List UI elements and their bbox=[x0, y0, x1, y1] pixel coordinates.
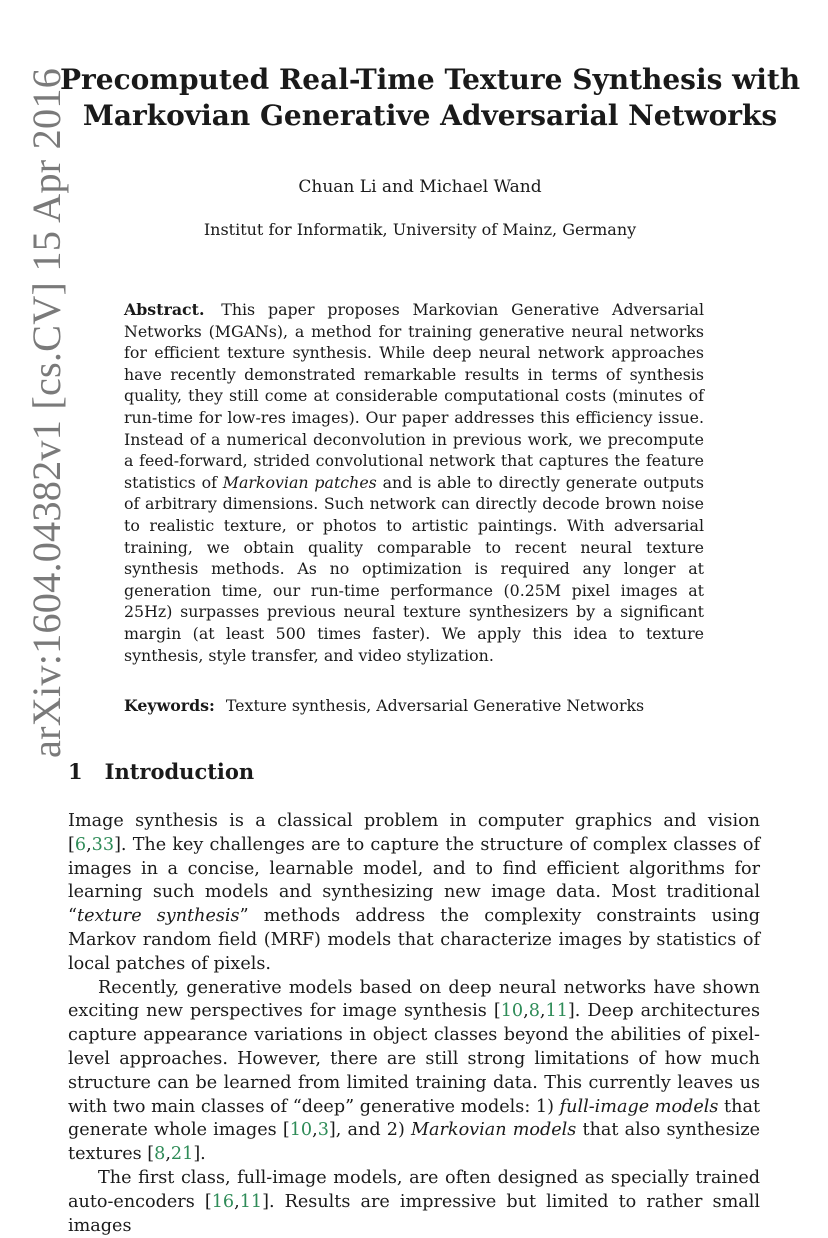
title-line-1: Precomputed Real-Time Texture Synthesis with bbox=[60, 63, 801, 96]
p3-text-2: ]. Results are impressive but limited to rather small images bbox=[68, 1191, 761, 1236]
paragraph-3 bbox=[68, 1167, 760, 1238]
abstract-text-1: This paper proposes Markovian Generative Adversarial Networks (MGANs), a method for training generative neural networks for efficient texture synthesis. While deep neural network approaches have recently demonstrated remarkable results in terms of synthesis quality, they still come at considerable computational costs (minutes of run-time for low-res images). Our paper addresses this efficiency issue. Instead of a numerical deconvolution in previous work, we precompute a feed-forward, strided convolutional network that captures the feature statistics of bbox=[124, 300, 705, 492]
p2-text-1: Recently, generative models based on deep neural networks have shown exciting new perspectives for image synthesis [ bbox=[68, 977, 760, 1022]
p2-text-2: ]. Deep architectures capture appearance variations in object classes beyond the abilities of pixel-level approaches. However, there are still strong limitations of how much structure can be learned from limited training data. This currently leaves us with two main classes of “deep” generative models: 1) bbox=[68, 1001, 760, 1117]
section-title: Introduction bbox=[104, 759, 255, 784]
p2-emphasis-1: full-image models bbox=[559, 1096, 719, 1117]
citation-link[interactable]: 33 bbox=[91, 834, 115, 855]
citation-link[interactable]: 10 bbox=[289, 1120, 313, 1141]
section-number: 1 bbox=[68, 759, 83, 784]
citation-link[interactable]: 16 bbox=[211, 1191, 235, 1212]
citation-link[interactable]: 21 bbox=[170, 1144, 194, 1165]
citation-link[interactable]: 8 bbox=[528, 1001, 540, 1022]
p2-text-4: ], and 2) bbox=[328, 1120, 411, 1141]
paragraph-2 bbox=[68, 977, 760, 1167]
affiliation: Institut for Informatik, University of Mainz, Germany bbox=[203, 220, 637, 239]
citation-link[interactable]: 3 bbox=[317, 1120, 329, 1141]
abstract-emphasis: Markovian patches bbox=[222, 472, 377, 492]
p2-text-6: ]. bbox=[193, 1144, 206, 1165]
p1-emphasis: texture synthesis bbox=[77, 906, 240, 927]
abstract bbox=[124, 299, 704, 666]
authors: Chuan Li and Michael Wand bbox=[298, 177, 542, 197]
keywords-text: Texture synthesis, Adversarial Generative Networks bbox=[225, 696, 645, 715]
title-line-2: Markovian Generative Adversarial Networks bbox=[82, 99, 778, 132]
citation-link[interactable]: 11 bbox=[545, 1001, 568, 1022]
p2-sep-3: , bbox=[312, 1120, 318, 1141]
p1-text-3: ” methods address the complexity constraints using Markov random field (MRF) models that characterize images by statistics of local patches of pixels. bbox=[68, 906, 760, 974]
citation-link[interactable]: 6 bbox=[74, 834, 87, 855]
introduction-body bbox=[68, 810, 760, 1238]
p2-emphasis-2: Markovian models bbox=[411, 1120, 577, 1141]
p2-sep-2: , bbox=[539, 1001, 546, 1022]
p1-text-1: Image synthesis is a classical problem in computer graphics and vision [ bbox=[68, 811, 760, 855]
citation-link[interactable]: 8 bbox=[154, 1144, 166, 1165]
p3-text-1: The first class, full-image models, are often designed as specially trained auto-encoders [ bbox=[68, 1167, 760, 1212]
citation-link[interactable]: 10 bbox=[500, 1001, 524, 1022]
keywords bbox=[124, 695, 704, 717]
p3-sep-1: , bbox=[234, 1191, 240, 1212]
p2-text-3: that generate whole images [ bbox=[68, 1096, 761, 1141]
paragraph-1 bbox=[68, 810, 760, 977]
keywords-label: Keywords: bbox=[124, 696, 215, 715]
abstract-label: Abstract. bbox=[124, 300, 205, 319]
p1-text-2: ]. The key challenges are to capture the structure of complex classes of images in a concise, learnable model, and to find efficient algorithms for learning such models and synthesizing new image data. Most traditional “ bbox=[68, 834, 760, 927]
citation-link[interactable]: 11 bbox=[239, 1191, 263, 1212]
p2-sep-1: , bbox=[523, 1001, 529, 1022]
p2-text-5: that also synthesize textures [ bbox=[68, 1120, 760, 1165]
arxiv-stamp bbox=[8, 60, 78, 760]
p2-sep-4: , bbox=[165, 1144, 171, 1165]
arxiv-stamp-text: arXiv:1604.04382v1 [cs.CV] 15 Apr 2016 bbox=[24, 64, 69, 758]
abstract-text-2: and is able to directly generate outputs of arbitrary dimensions. Such network can directly decode brown noise to realistic texture, or photos to artistic paintings. With adversarial training, we obtain quality comparable to recent neural texture synthesis methods. As no optimization is required any longer at generation time, our run-time performance (0.25M pixel images at 25Hz) surpasses previous neural texture synthesizers by a significant margin (at least 500 times faster). We apply this idea to texture synthesis, style transfer, and video stylization. bbox=[124, 472, 704, 665]
section-heading-introduction bbox=[68, 758, 768, 786]
p1-sep-1: , bbox=[86, 834, 92, 855]
paper-title bbox=[60, 62, 800, 134]
